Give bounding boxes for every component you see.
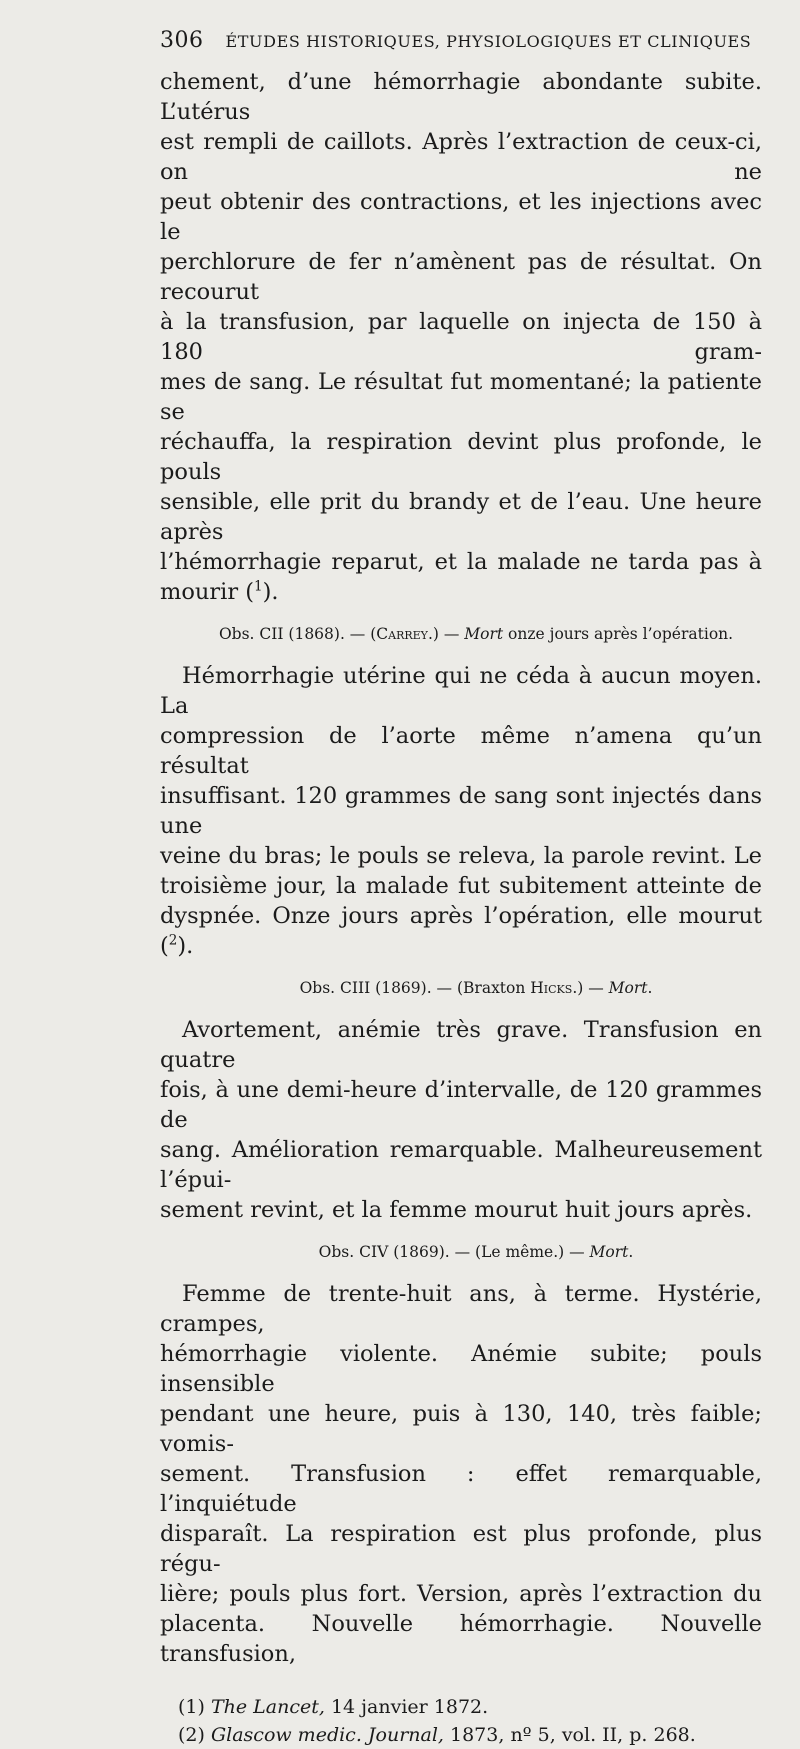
text-line: fois, à une demi-heure d’intervalle, de 120 grammes de [160,1077,762,1133]
text-line: chement, d’une hémorrhagie abondante subite. L’utérus [160,69,762,125]
text-line: sement revint, et la femme mourut huit jours après. [160,1197,753,1223]
observation-heading-cii: Obs. CII (1868). — (Carrey.) — Mort onze jours après l’opération. [218,625,734,643]
observation-paragraph-civ [160,1279,762,1669]
text-line: Hémorrhagie utérine qui ne céda à aucun moyen. La [160,663,762,719]
author-name: Hicks [530,979,573,997]
text-line: troisième jour, la malade fut subitement atteinte de [160,873,762,899]
text-line: sement. Transfusion : effet remarquable, l’inquiétude [160,1461,762,1517]
text-line: veine du bras; le pouls se releva, la parole revint. Le [160,843,762,869]
text-line: Femme de trente-huit ans, à terme. Hystérie, crampes, [160,1281,762,1337]
author-name: Carrey [376,625,428,643]
text-line: Avortement, anémie très grave. Transfusion en quatre [160,1017,762,1073]
text-line: réchauffa, la respiration devint plus profonde, le pouls [160,429,762,485]
text-line: perchlorure de fer n’amènent pas de résultat. On recourut [160,249,762,305]
text-line: mourir ($^1$). [160,578,279,605]
text-line: à la transfusion, par laquelle on injecta de 150 à 180 gram- [160,309,762,365]
footnote: (1) The Lancet, 14 janvier 1872. [178,1696,489,1718]
text-line: sang. Amélioration remarquable. Malheureusement l’épui- [160,1137,762,1193]
text-line: peut obtenir des contractions, et les injections avec le [160,189,762,245]
footnote-title: The Lancet, [210,1696,325,1718]
text-line: l’hémorrhagie reparut, et la malade ne tarda pas à [160,549,762,575]
footnote-ref[interactable]: 1 [254,578,263,595]
text-line: placenta. Nouvelle hémorrhagie. Nouvelle transfusion, [160,1611,762,1667]
outcome: Mort [608,979,648,997]
page-number: 306 [160,28,204,53]
text-line: mes de sang. Le résultat fut momentané; la patiente se [160,369,762,425]
text-line: insuffisant. 120 grammes de sang sont injectés dans une [160,783,762,839]
footnotes [160,1693,762,1749]
text-line: sensible, elle prit du brandy et de l’eau. Une heure après [160,489,762,545]
text-line: disparaît. La respiration est plus profonde, plus régu- [160,1521,762,1577]
footnote-mark: (1) [178,1696,205,1718]
text-line: lière; pouls plus fort. Version, après l’extraction du [160,1581,762,1607]
intro-paragraph [160,67,762,607]
running-header [160,28,762,53]
outcome: Mort [589,1243,629,1261]
footnote-title: Glascow medic. Journal, [210,1724,444,1746]
observation-paragraph-cii [160,661,762,961]
outcome: Mort [464,625,504,643]
text-line: dyspnée. Onze jours après l’opération, elle mourut ($^2$). [160,903,762,959]
observation-heading-ciii: Obs. CIII (1869). — (Braxton Hicks.) — Mort. [299,979,653,997]
footnote: (2) Glascow medic. Journal, 1873, nº 5, vol. II, p. 268. [178,1724,696,1746]
text-line: pendant une heure, puis à 130, 140, très faible; vomis- [160,1401,762,1457]
footnote-ref[interactable]: 2 [168,932,178,949]
footnote-mark: (2) [178,1724,205,1746]
observation-paragraph-ciii [160,1015,762,1225]
text-line: hémorrhagie violente. Anémie subite; pouls insensible [160,1341,762,1397]
text-line: compression de l’aorte même n’amena qu’un résultat [160,723,762,779]
running-title: ÉTUDES HISTORIQUES, PHYSIOLOGIQUES ET CLINIQUES [225,32,752,51]
observation-heading-civ: Obs. CIV (1869). — (Le même.) — Mort. [318,1243,634,1261]
text-line: est rempli de caillots. Après l’extraction de ceux-ci, on ne [160,129,762,185]
